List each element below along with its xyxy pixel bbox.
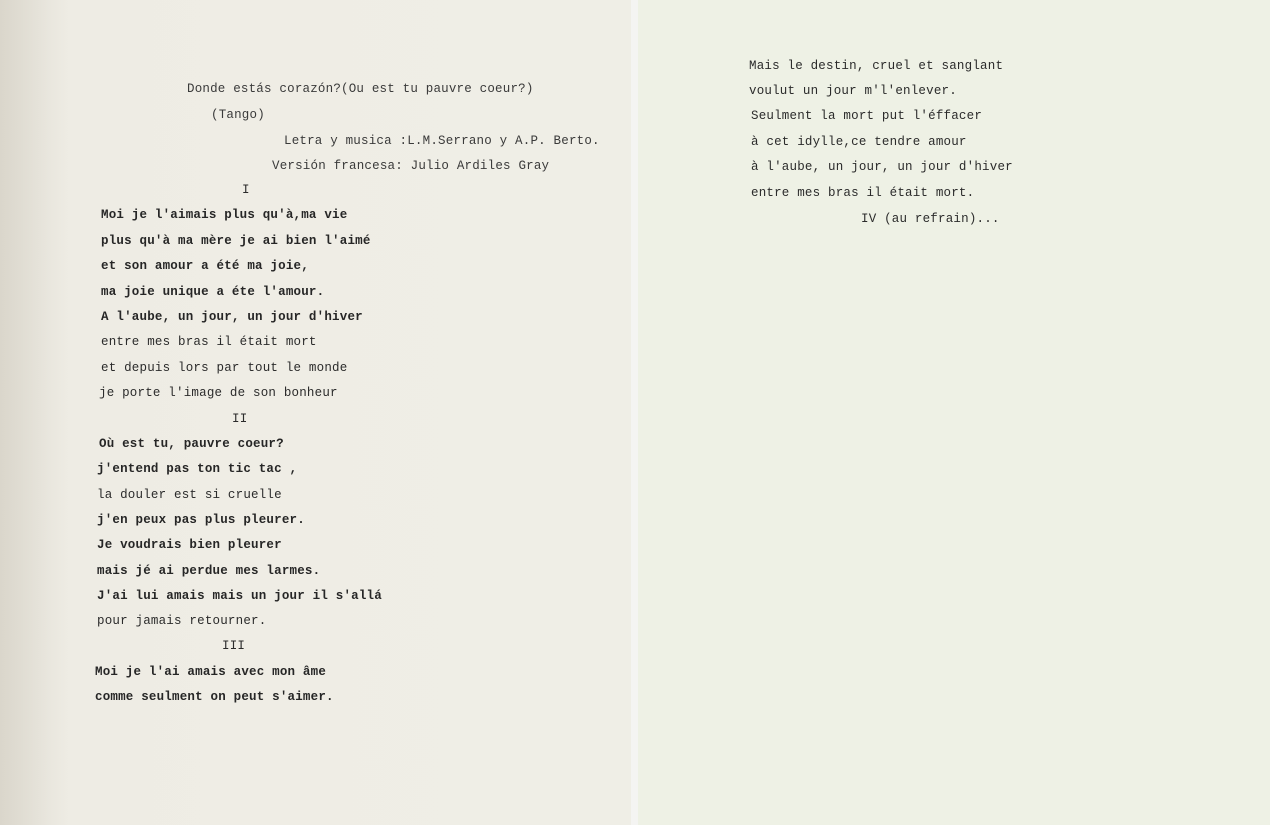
lyric-line: pour jamais retourner. (97, 614, 267, 628)
lyric-line: ma joie unique a éte l'amour. (101, 285, 325, 299)
left-page (0, 0, 631, 825)
translation-credit: Versión francesa: Julio Ardiles Gray (272, 159, 550, 173)
lyric-line: entre mes bras il était mort (101, 335, 317, 349)
right-page (638, 0, 1270, 825)
song-genre: (Tango) (211, 108, 265, 122)
lyric-line: Moi je l'aimais plus qu'à,ma vie (101, 208, 348, 222)
lyric-line: et son amour a été ma joie, (101, 259, 309, 273)
lyric-line: à cet idylle,ce tendre amour (751, 135, 967, 149)
lyric-line: J'ai lui amais mais un jour il s'allá (97, 589, 382, 603)
lyric-line: comme seulment on peut s'aimer. (95, 690, 334, 704)
stanza-heading: III (222, 639, 246, 653)
lyric-line: entre mes bras il était mort. (751, 186, 975, 200)
song-title: Donde estás corazón?(Ou est tu pauvre coeur?) (187, 82, 534, 96)
lyric-line: je porte l'image de son bonheur (99, 386, 338, 400)
lyric-line: Mais le destin, cruel et sanglant (749, 59, 1004, 73)
lyric-line: Où est tu, pauvre coeur? (99, 437, 284, 451)
lyric-line: A l'aube, un jour, un jour d'hiver (101, 310, 363, 324)
lyric-line: à l'aube, un jour, un jour d'hiver (751, 160, 1013, 174)
lyric-line: Seulment la mort put l'éffacer (751, 109, 983, 123)
lyric-line: plus qu'à ma mère je ai bien l'aimé (101, 234, 371, 248)
page-gutter (631, 0, 638, 825)
lyric-line: j'entend pas ton tic tac , (97, 462, 298, 476)
lyrics-credit: Letra y musica :L.M.Serrano y A.P. Berto. (284, 134, 600, 148)
lyric-line: voulut un jour m'l'enlever. (749, 84, 957, 98)
lyric-line: Je voudrais bien pleurer (97, 538, 282, 552)
stanza-heading: II (232, 412, 248, 426)
lyric-line: j'en peux pas plus pleurer. (97, 513, 305, 527)
stanza-heading: I (242, 183, 250, 197)
lyric-line: et depuis lors par tout le monde (101, 361, 348, 375)
lyric-line: la douler est si cruelle (97, 488, 282, 502)
refrain-note: IV (au refrain)... (861, 212, 1000, 226)
lyric-line: Moi je l'ai amais avec mon âme (95, 665, 327, 679)
lyric-line: mais jé ai perdue mes larmes. (97, 564, 321, 578)
